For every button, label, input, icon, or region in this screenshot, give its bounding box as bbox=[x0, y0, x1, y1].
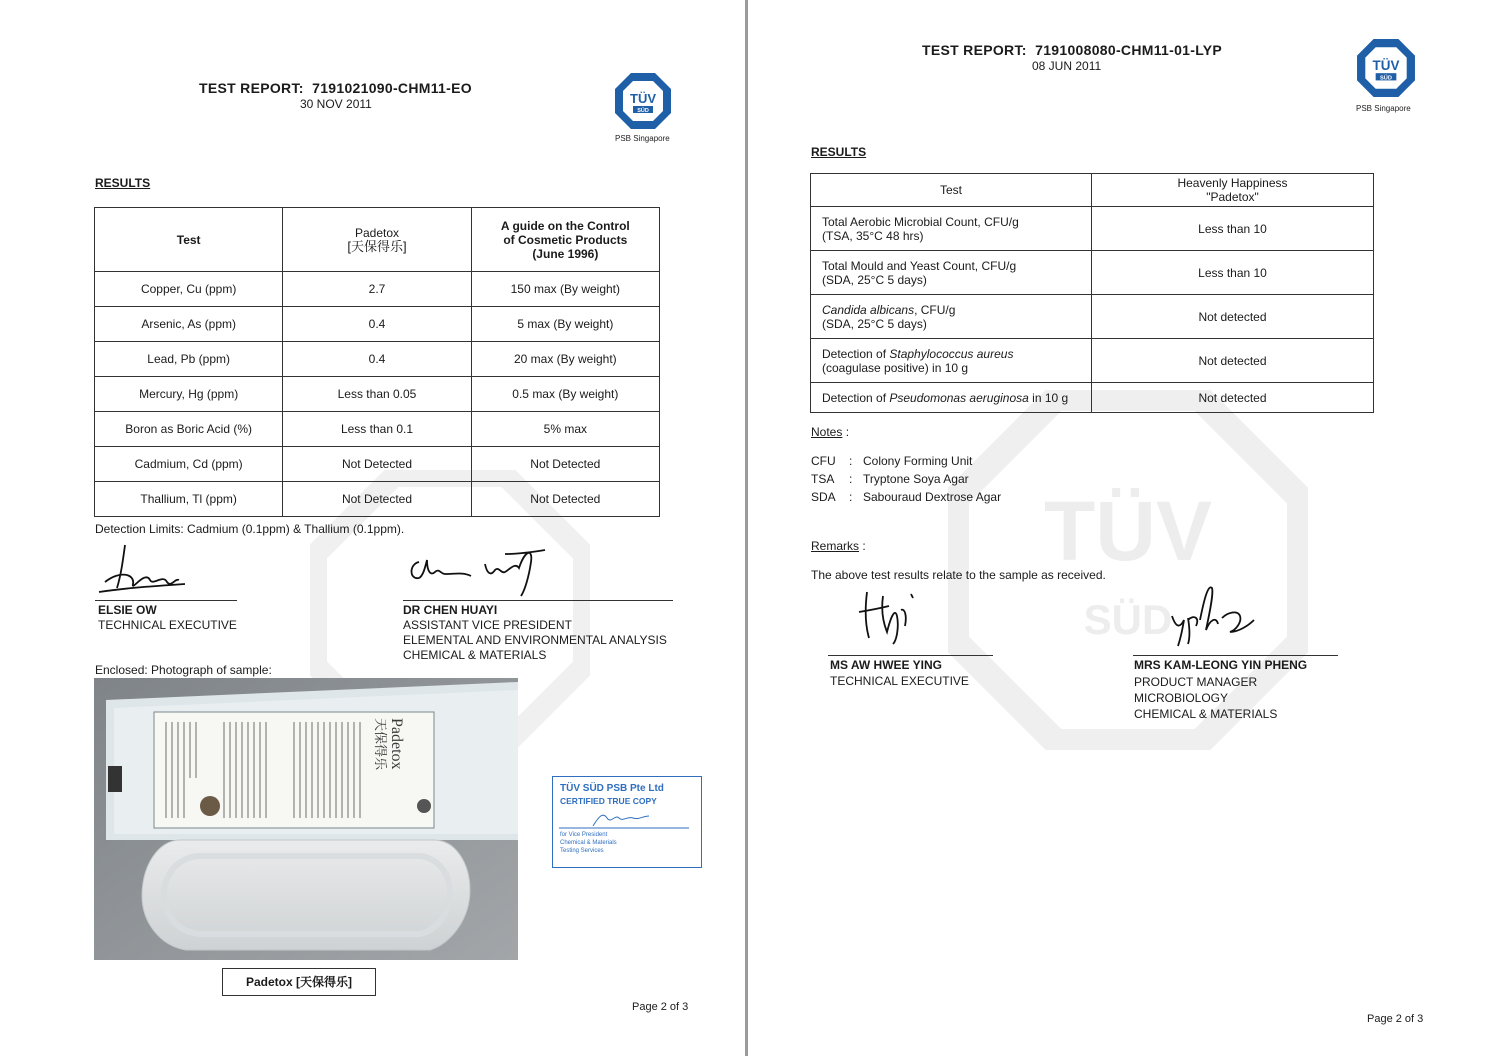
photo-caption: Padetox [天保得乐] bbox=[222, 968, 376, 996]
signatory-1-title: TECHNICAL EXECUTIVE bbox=[98, 618, 237, 632]
signatory-1-title: TECHNICAL EXECUTIVE bbox=[830, 674, 969, 688]
signature-aw-hwee-ying bbox=[853, 586, 933, 646]
table-header-cell: Test bbox=[95, 208, 283, 272]
signatory-2-title: PRODUCT MANAGER MICROBIOLOGY CHEMICAL & MATERIALS bbox=[1134, 675, 1278, 721]
report-title: TEST REPORT: 7191021090-CHM11-EO bbox=[199, 80, 472, 96]
report-page-right bbox=[748, 0, 1500, 1056]
table-cell: 20 max (By weight) bbox=[471, 342, 659, 377]
table-cell: Not Detected bbox=[471, 447, 659, 482]
report-title: TEST REPORT: 7191008080-CHM11-01-LYP bbox=[922, 42, 1223, 58]
table-row bbox=[95, 412, 660, 447]
table-cell: Total Aerobic Microbial Count, CFU/g (TSA, 35°C 48 hrs) bbox=[811, 207, 1092, 251]
tuv-logo bbox=[614, 72, 672, 130]
table-cell: Not Detected bbox=[283, 482, 471, 517]
table-cell: 0.5 max (By weight) bbox=[471, 377, 659, 412]
notes-heading: Notes : bbox=[811, 425, 850, 439]
svg-text:SÜD: SÜD bbox=[1083, 596, 1173, 643]
table-cell: Less than 10 bbox=[1092, 251, 1374, 295]
table-cell: Not Detected bbox=[471, 482, 659, 517]
tuv-logo bbox=[1356, 38, 1416, 98]
table-cell: 5% max bbox=[471, 412, 659, 447]
signatory-1-name: MS AW HWEE YING bbox=[830, 658, 943, 672]
tuv-octagon-icon bbox=[614, 72, 672, 130]
sample-photograph bbox=[94, 678, 518, 960]
table-row bbox=[811, 383, 1374, 413]
table-row bbox=[95, 342, 660, 377]
report-number: 7191008080-CHM11-01-LYP bbox=[1035, 42, 1223, 58]
remarks-heading: Remarks : bbox=[811, 539, 866, 553]
table-cell: Less than 0.1 bbox=[283, 412, 471, 447]
table-cell: 5 max (By weight) bbox=[471, 307, 659, 342]
table-row bbox=[95, 307, 660, 342]
table-cell: Arsenic, As (ppm) bbox=[95, 307, 283, 342]
signature-line-1 bbox=[95, 600, 237, 601]
table-row bbox=[811, 339, 1374, 383]
table-cell: Candida albicans, CFU/g (SDA, 25°C 5 days) bbox=[811, 295, 1092, 339]
report-page-left bbox=[0, 0, 745, 1056]
report-number: 7191021090-CHM11-EO bbox=[312, 80, 472, 96]
table-cell: 150 max (By weight) bbox=[471, 272, 659, 307]
table-cell: Not detected bbox=[1092, 339, 1374, 383]
table-row bbox=[95, 482, 660, 517]
table-cell: Not detected bbox=[1092, 295, 1374, 339]
report-date: 08 JUN 2011 bbox=[1032, 59, 1102, 73]
svg-text:TÜV: TÜV bbox=[1044, 484, 1212, 578]
results-table bbox=[94, 207, 660, 517]
note-item: TSA : Tryptone Soya Agar bbox=[811, 472, 969, 486]
page-number: Page 2 of 3 bbox=[1367, 1013, 1424, 1025]
table-header-cell: Test bbox=[811, 174, 1092, 207]
table-cell: 0.4 bbox=[283, 307, 471, 342]
table-row bbox=[811, 251, 1374, 295]
note-item: CFU : Colony Forming Unit bbox=[811, 454, 973, 468]
table-cell: Detection of Staphylococcus aureus (coagulase positive) in 10 g bbox=[811, 339, 1092, 383]
tuv-octagon-icon bbox=[1356, 38, 1416, 98]
table-cell: Less than 10 bbox=[1092, 207, 1374, 251]
report-date: 30 NOV 2011 bbox=[300, 97, 372, 111]
table-cell: 2.7 bbox=[283, 272, 471, 307]
signature-line-2 bbox=[1133, 655, 1338, 656]
table-cell: Not Detected bbox=[283, 447, 471, 482]
table-cell: 0.4 bbox=[283, 342, 471, 377]
svg-text:天保得乐: 天保得乐 bbox=[373, 718, 388, 771]
remarks-text: The above test results relate to the sample as received. bbox=[811, 568, 1106, 582]
signature-elsie-ow bbox=[95, 540, 195, 598]
detection-limits: Detection Limits: Cadmium (0.1ppm) & Thallium (0.1ppm). bbox=[95, 522, 405, 536]
signature-line-1 bbox=[828, 655, 993, 656]
table-header-cell: A guide on the Control of Cosmetic Products (June 1996) bbox=[471, 208, 659, 272]
signatory-2-name: DR CHEN HUAYI bbox=[403, 603, 498, 617]
table-header-row bbox=[811, 174, 1374, 207]
results-table bbox=[810, 173, 1374, 413]
table-cell: Boron as Boric Acid (%) bbox=[95, 412, 283, 447]
table-cell: Mercury, Hg (ppm) bbox=[95, 377, 283, 412]
page-number: Page 2 of 3 bbox=[632, 1001, 689, 1013]
table-header-cell: Heavenly Happiness "Padetox" bbox=[1092, 174, 1374, 207]
table-row bbox=[811, 295, 1374, 339]
svg-text:Padetox: Padetox bbox=[388, 718, 405, 770]
table-cell: Total Mould and Yeast Count, CFU/g (SDA, 25°C 5 days) bbox=[811, 251, 1092, 295]
table-cell: Copper, Cu (ppm) bbox=[95, 272, 283, 307]
certified-copy-stamp: TÜV SÜD PSB Pte Ltd CERTIFIED TRUE COPY for Vice President Chemical & Materials Testing Services bbox=[552, 776, 702, 868]
table-header-row bbox=[95, 208, 660, 272]
table-cell: Thallium, Tl (ppm) bbox=[95, 482, 283, 517]
signature-chen-huayi bbox=[405, 540, 555, 598]
table-cell: Detection of Pseudomonas aeruginosa in 10 g bbox=[811, 383, 1092, 413]
logo-text: TÜV bbox=[630, 91, 656, 106]
table-cell: Less than 0.05 bbox=[283, 377, 471, 412]
signature-line-2 bbox=[403, 600, 673, 601]
logo-subtext: SÜD bbox=[1380, 75, 1392, 82]
enclosed-label: Enclosed: Photograph of sample: bbox=[95, 663, 272, 677]
table-cell: Lead, Pb (ppm) bbox=[95, 342, 283, 377]
table-header-cell: Padetox [天保得乐] bbox=[283, 208, 471, 272]
signature-kam-leong-yin-pheng bbox=[1168, 580, 1258, 650]
notes-list bbox=[811, 452, 1001, 506]
table-row bbox=[95, 377, 660, 412]
table-row bbox=[95, 447, 660, 482]
note-item: SDA : Sabouraud Dextrose Agar bbox=[811, 490, 1002, 504]
logo-text: TÜV bbox=[1372, 58, 1400, 74]
logo-caption: PSB Singapore bbox=[615, 134, 670, 143]
table-row bbox=[95, 272, 660, 307]
table-cell: Cadmium, Cd (ppm) bbox=[95, 447, 283, 482]
logo-caption: PSB Singapore bbox=[1356, 104, 1411, 113]
signatory-2-name: MRS KAM-LEONG YIN PHENG bbox=[1134, 658, 1308, 672]
signatory-1-name: ELSIE OW bbox=[98, 603, 157, 617]
table-cell: Not detected bbox=[1092, 383, 1374, 413]
results-heading: RESULTS bbox=[95, 176, 151, 190]
signatory-2-title: ASSISTANT VICE PRESIDENT ELEMENTAL AND ENVIRONMENTAL ANALYSIS CHEMICAL & MATERIALS bbox=[403, 618, 667, 662]
results-heading: RESULTS bbox=[811, 145, 867, 159]
logo-subtext: SÜD bbox=[637, 108, 649, 114]
table-row bbox=[811, 207, 1374, 251]
